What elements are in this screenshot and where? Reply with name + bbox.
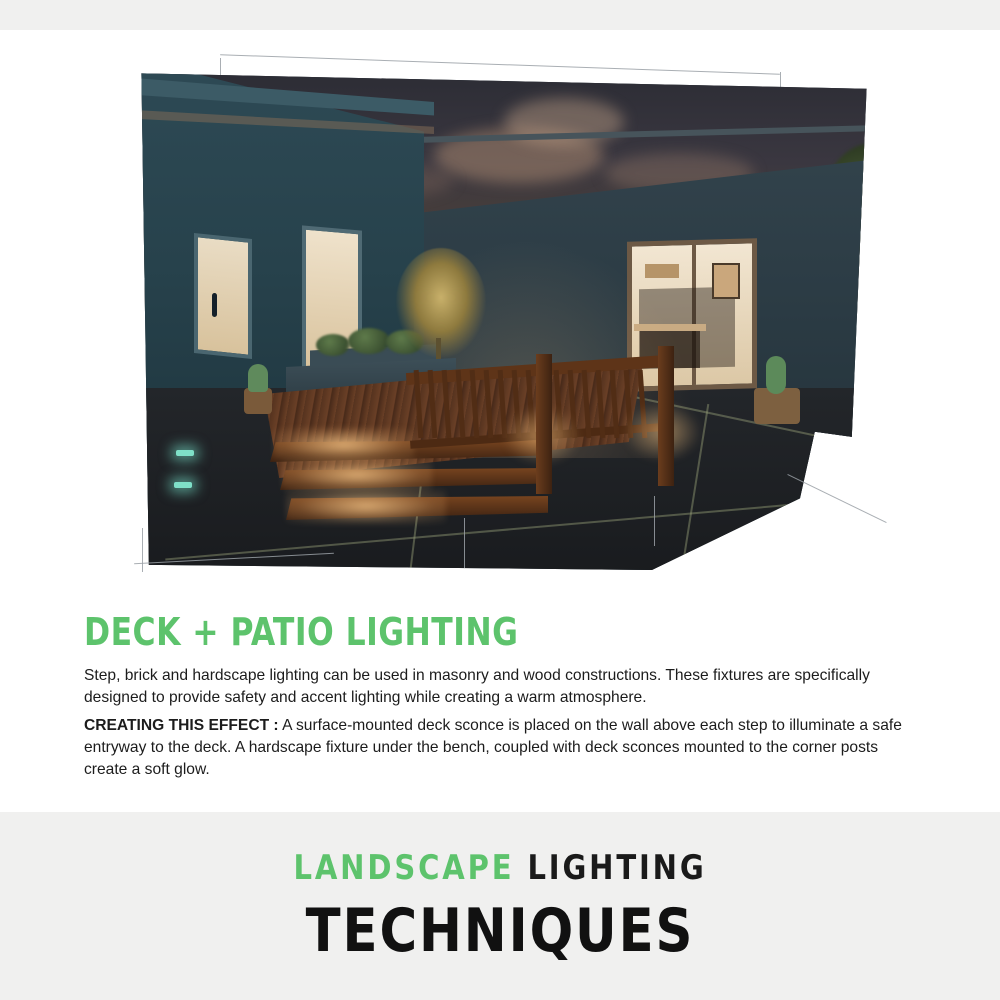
palm-plant	[396, 248, 486, 358]
deck-patio-render	[134, 58, 874, 570]
cactus	[248, 364, 268, 392]
illustration-figure	[134, 58, 874, 570]
guide-line-bottom-mid	[464, 518, 465, 568]
footer	[0, 812, 1000, 1000]
effect-label: CREATING THIS EFFECT :	[84, 717, 279, 734]
deck-railing	[406, 344, 666, 524]
interior-table	[634, 324, 706, 331]
effect-paragraph	[84, 715, 906, 781]
intro-paragraph: Step, brick and hardscape lighting can be used in masonry and wood constructions. These fixtures are specifically designed to provide safety and accent lighting while creating a warm atmosphere.	[84, 667, 870, 706]
guide-line-bottom-left	[142, 528, 143, 572]
footer-line-2: TECHNIQUES	[305, 896, 695, 966]
baluster	[470, 370, 480, 438]
page-title: DECK + PATIO LIGHTING	[84, 610, 519, 654]
guide-line-top	[220, 54, 780, 75]
wall-art	[712, 263, 740, 299]
corner-post	[658, 346, 674, 486]
wall-art	[645, 264, 679, 278]
footer-landscape-word: LANDSCAPE	[293, 848, 515, 888]
shrub	[316, 334, 350, 356]
deck-sconce-fixture	[174, 482, 192, 488]
cactus	[766, 356, 786, 394]
baluster	[484, 370, 494, 438]
deck-sconce-fixture	[176, 450, 194, 456]
shrub	[348, 328, 390, 354]
corner-post	[536, 354, 552, 494]
footer-lighting-word: LIGHTING	[527, 848, 707, 888]
door-handle	[212, 293, 217, 317]
guide-line-bottom-right	[654, 496, 655, 546]
guide-line-diagonal	[787, 474, 886, 523]
cutout-mask-right	[904, 198, 940, 390]
step-light-glow	[274, 428, 414, 462]
window-left	[194, 233, 252, 359]
footer-line-1	[25, 848, 975, 888]
effect-description: A surface-mounted deck sconce is placed on the wall above each step to illuminate a safe entryway to the deck. A hardscape fixture under the bench, coupled with deck sconces mounted to the corner posts create a soft glow.	[84, 717, 902, 778]
